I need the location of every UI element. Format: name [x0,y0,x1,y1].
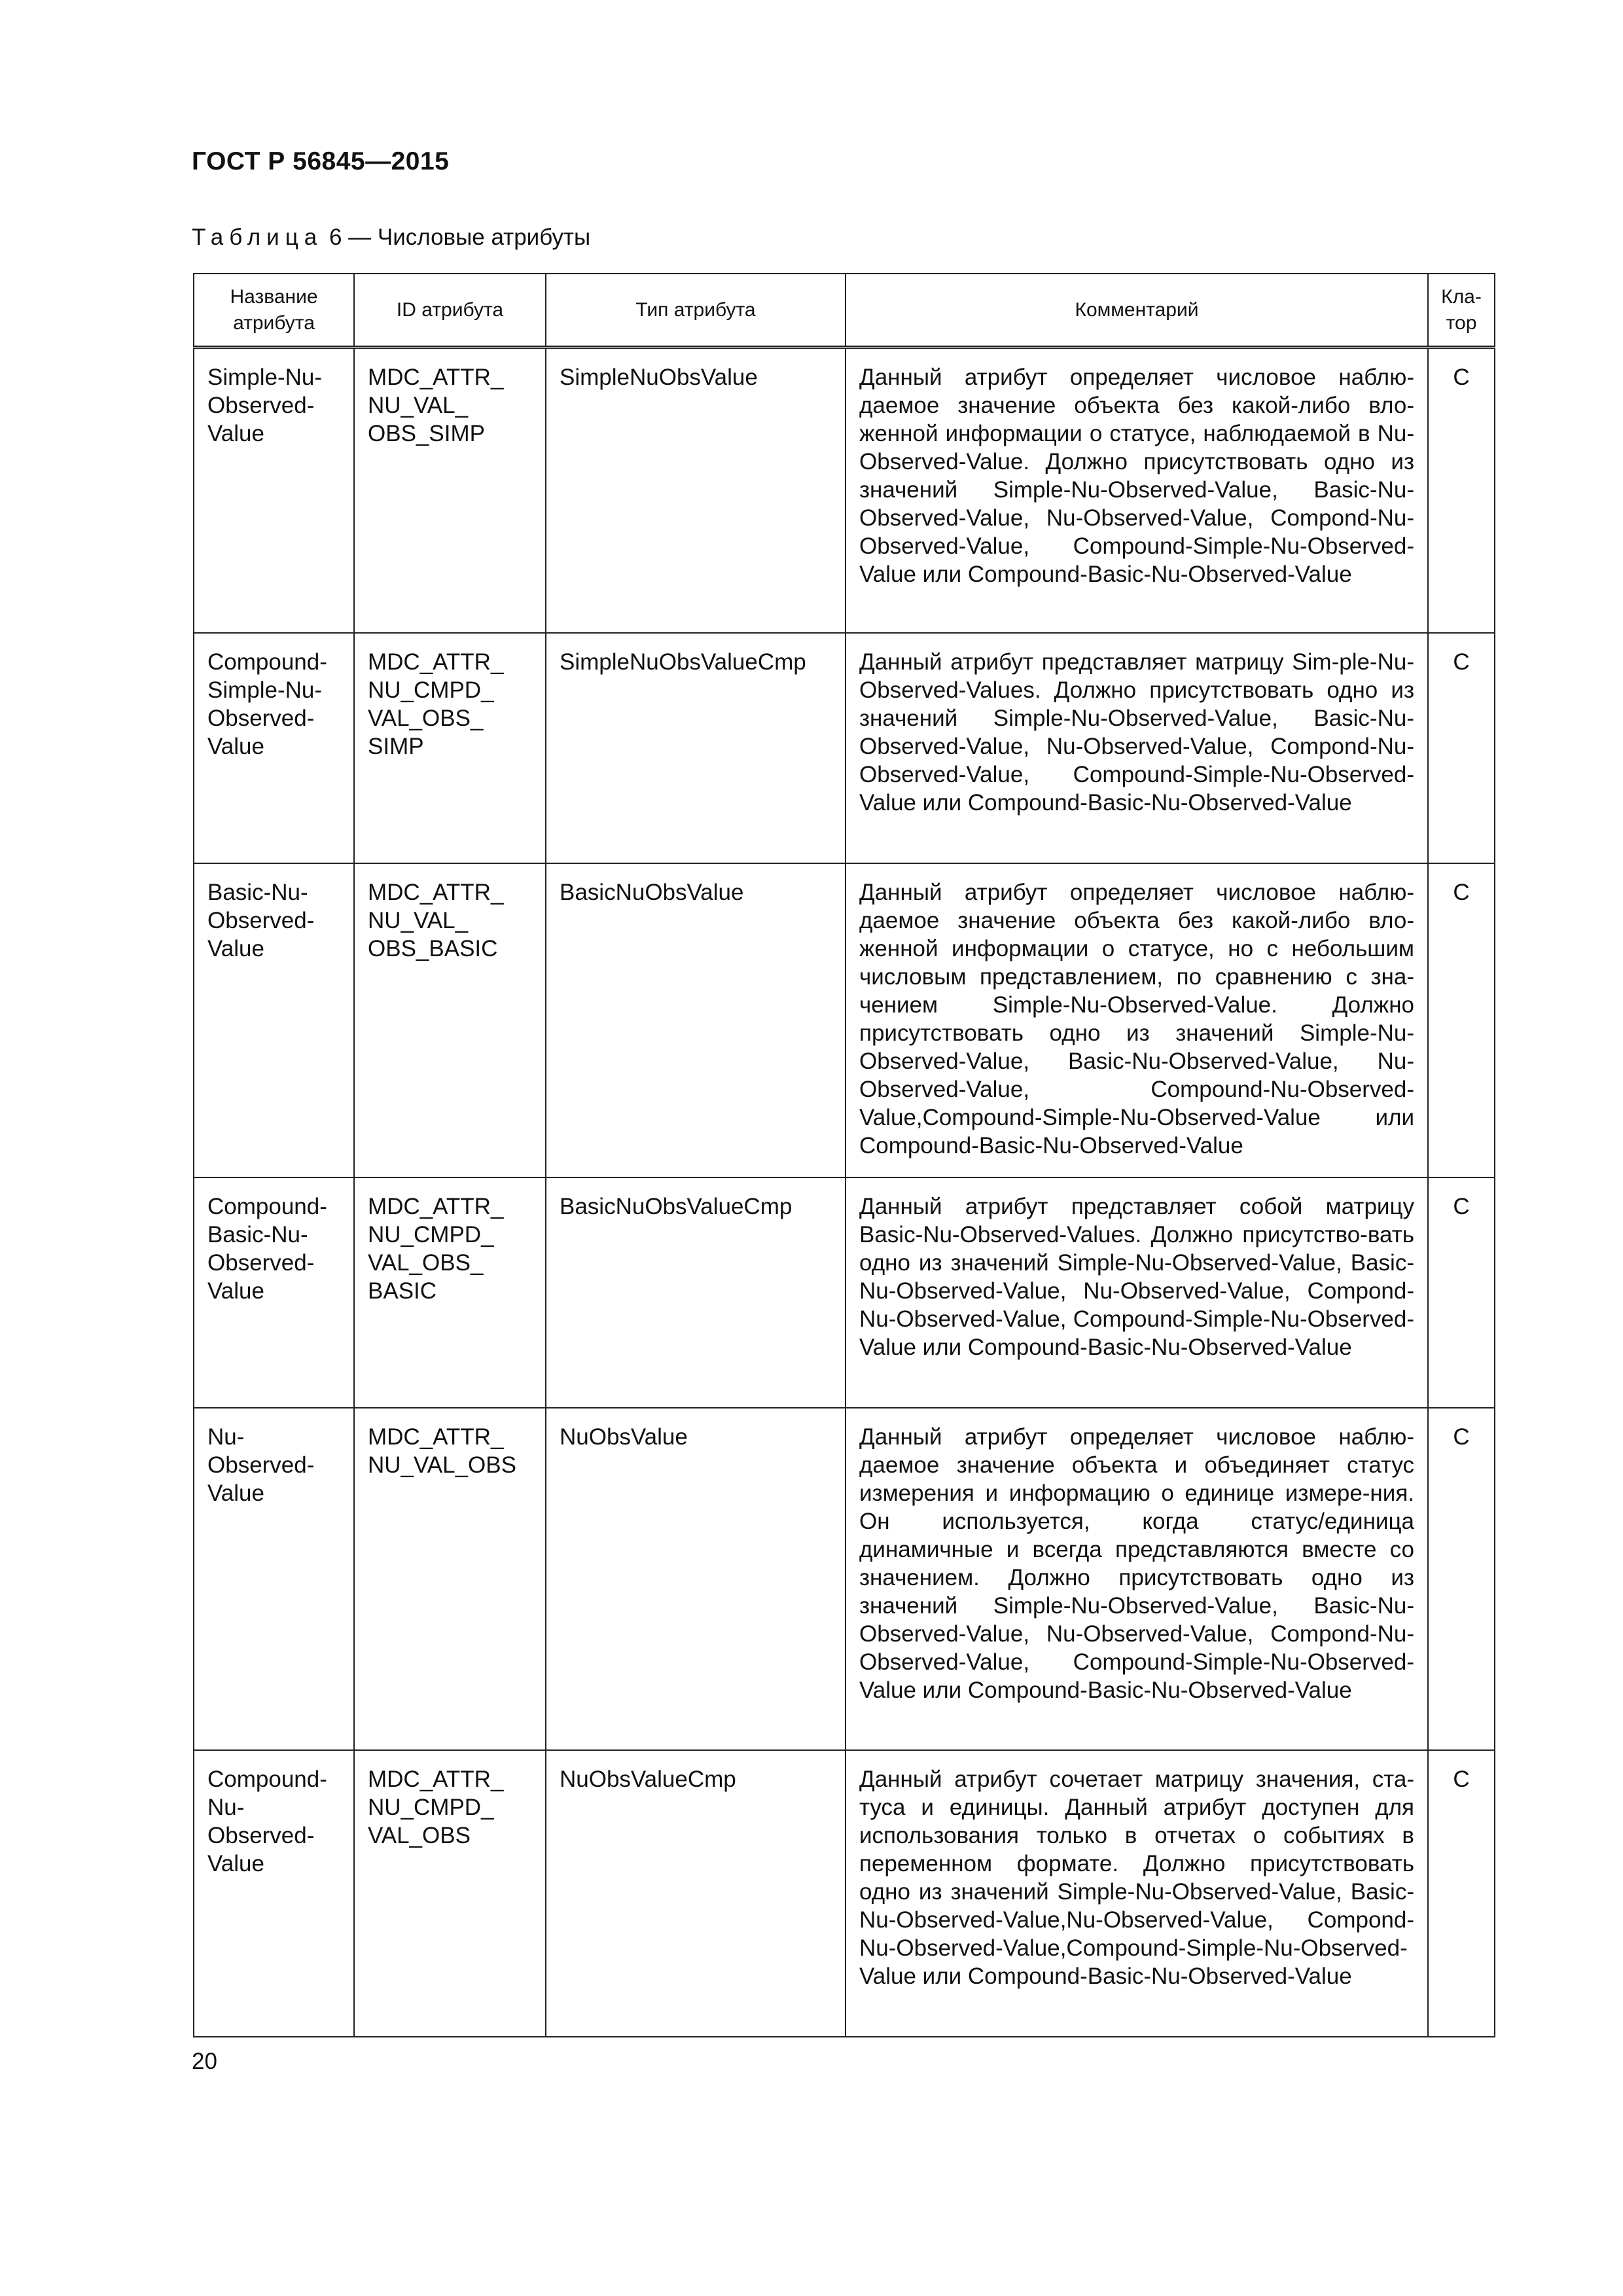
attribute-name-line: Simple-Nu- [207,365,323,390]
attribute-id-line: NU_CMPD_ [368,1221,494,1247]
table-row [194,1750,1495,2037]
attribute-id-cell [354,633,546,863]
table-header-row [194,274,1495,348]
attribute-class-cell: C [1428,1750,1495,2037]
attribute-name-cell [194,1408,354,1750]
attribute-name-line: Observed- [207,1452,315,1478]
attribute-type-cell: NuObsValueCmp [546,1750,846,2037]
table-row [194,1408,1495,1750]
attribute-name-line: Observed- [207,1249,315,1276]
attribute-id-line: OBS_BASIC [368,935,498,961]
table-caption-title: 6 — Числовые атрибуты [329,224,591,250]
attribute-id-line: MDC_ATTR_ [368,365,504,390]
attribute-name-line: Simple-Nu- [207,677,323,703]
attribute-id-line: MDC_ATTR_ [368,879,504,905]
attribute-id-cell [354,1408,546,1750]
attribute-id-line: VAL_OBS [368,1822,471,1848]
attribute-id-line: OBS_SIMP [368,421,485,446]
header-classifier-line1: Кла- [1441,285,1482,308]
table-caption-word: Таблица [192,224,323,250]
attribute-name-line: Compound- [207,1193,327,1219]
document-header: ГОСТ Р 56845—2015 [192,147,450,175]
attribute-id-cell [354,1177,546,1408]
attribute-comment-cell: Данный атрибут определяет числовое наблю-даемое значение объекта без какой-либо вло-женной информации о статусе, но с небольшим числовым представлением, по сравнению с зна-чением Simple-Nu-Observed-Value. Должно присутствовать одно из значений Simple-Nu-Observed-Value, Basic-Nu-Observed-Value, Nu-Observed-Value, Compound-Nu-Observed-Value,Compound-Simple-Nu-Observed-Value или Compound-Basic-Nu-Observed-Value [846,863,1428,1177]
table-body [194,348,1495,2037]
attribute-class-cell: C [1428,348,1495,633]
attribute-id-cell [354,863,546,1177]
attribute-comment-cell: Данный атрибут представляет матрицу Sim-ple-Nu-Observed-Values. Должно присутствовать одно из значений Simple-Nu-Observed-Value, Basic-Nu-Observed-Value, Nu-Observed-Value, Compond-Nu-Observed-Value, Compound-Simple-Nu-Observed-Value или Compound-Basic-Nu-Observed-Value [846,633,1428,863]
attribute-id-cell [354,1750,546,2037]
attribute-id-line: NU_CMPD_ [368,677,494,703]
attribute-name-cell [194,633,354,863]
attribute-name-line: Compound- [207,649,327,675]
attribute-name-cell [194,1750,354,2037]
attribute-comment-cell: Данный атрибут представляет собой матрицу Basic-Nu-Observed-Values. Должно присутство-вать одно из значений Simple-Nu-Observed-Value, Basic-Nu-Observed-Value, Nu-Observed-Value, Compond-Nu-Observed-Value, Compound-Simple-Nu-Observed-Value или Compound-Basic-Nu-Observed-Value [846,1177,1428,1408]
attribute-name-line: Observed- [207,705,315,731]
header-attribute-id: ID атрибута [354,274,546,348]
attribute-name-line: Value [207,421,264,446]
table-row [194,348,1495,633]
attribute-type-cell: BasicNuObsValue [546,863,846,1177]
attribute-name-line: Value [207,733,264,759]
attribute-id-line: NU_CMPD_ [368,1794,494,1820]
attribute-name-line: Basic-Nu- [207,1221,308,1247]
attribute-type-cell: SimpleNuObsValue [546,348,846,633]
attribute-name-cell [194,348,354,633]
attribute-type-cell: BasicNuObsValueCmp [546,1177,846,1408]
attribute-id-line: VAL_OBS_ [368,1249,484,1276]
attribute-id-line: MDC_ATTR_ [368,1193,504,1219]
attribute-id-line: SIMP [368,733,424,759]
attribute-name-line: Nu- [207,1794,245,1820]
attribute-id-line: NU_VAL_OBS [368,1452,516,1478]
attribute-type-cell: NuObsValue [546,1408,846,1750]
attribute-name-line: Compound- [207,1766,327,1792]
attribute-name-line: Value [207,935,264,961]
table-caption [192,224,590,251]
attribute-id-line: VAL_OBS_ [368,705,484,731]
attribute-name-line: Basic-Nu- [207,879,308,905]
header-comment: Комментарий [846,274,1428,348]
attribute-name-line: Observed- [207,1822,315,1848]
header-classifier-line2: тор [1446,312,1477,334]
attribute-class-cell: C [1428,633,1495,863]
attribute-id-line: NU_VAL_ [368,907,469,933]
attribute-id-cell [354,348,546,633]
attribute-name-line: Value [207,1480,264,1506]
attribute-class-cell: C [1428,1408,1495,1750]
table-row [194,863,1495,1177]
attribute-name-cell [194,1177,354,1408]
attribute-name-line: Value [207,1850,264,1876]
attribute-id-line: MDC_ATTR_ [368,649,504,675]
attribute-class-cell: C [1428,1177,1495,1408]
attribute-name-cell [194,863,354,1177]
attribute-name-line: Observed- [207,907,315,933]
attribute-type-cell: SimpleNuObsValueCmp [546,633,846,863]
attribute-name-line: Value [207,1278,264,1304]
attribute-class-cell: C [1428,863,1495,1177]
table-row [194,633,1495,863]
attribute-id-line: MDC_ATTR_ [368,1766,504,1792]
attribute-name-line: Observed- [207,393,315,418]
header-classifier [1428,274,1495,348]
page-number: 20 [192,2049,217,2074]
header-attribute-name: Название атрибута [194,274,354,348]
attribute-id-line: NU_VAL_ [368,393,469,418]
header-attribute-type: Тип атрибута [546,274,846,348]
attributes-table [193,273,1495,2037]
attribute-comment-cell: Данный атрибут определяет числовое наблю-даемое значение объекта без какой-либо вло-женной информации о статусе, наблюдаемой в Nu-Observed-Value. Должно присутствовать одно из значений Simple-Nu-Observed-Value, Basic-Nu-Observed-Value, Nu-Observed-Value, Compond-Nu-Observed-Value, Compound-Simple-Nu-Observed-Value или Compound-Basic-Nu-Observed-Value [846,348,1428,633]
attribute-name-line: Nu- [207,1424,245,1450]
attribute-comment-cell: Данный атрибут сочетает матрицу значения, ста-туса и единицы. Данный атрибут доступен для использования только в отчетах о событиях в переменном формате. Должно присутствовать одно из значений Simple-Nu-Observed-Value, Basic-Nu-Observed-Value,Nu-Observed-Value, Compond-Nu-Observed-Value,Compound-Simple-Nu-Observed-Value или Compound-Basic-Nu-Observed-Value [846,1750,1428,2037]
attribute-comment-cell: Данный атрибут определяет числовое наблю-даемое значение объекта и объединяет статус измерения и информацию о единице измере-ния. Он используется, когда статус/единица динамичные и всегда представляются вместе со значением. Должно присутствовать одно из значений Simple-Nu-Observed-Value, Basic-Nu-Observed-Value, Nu-Observed-Value, Compond-Nu-Observed-Value, Compound-Simple-Nu-Observed-Value или Compound-Basic-Nu-Observed-Value [846,1408,1428,1750]
table-row [194,1177,1495,1408]
attribute-id-line: BASIC [368,1278,437,1304]
attribute-id-line: MDC_ATTR_ [368,1424,504,1450]
